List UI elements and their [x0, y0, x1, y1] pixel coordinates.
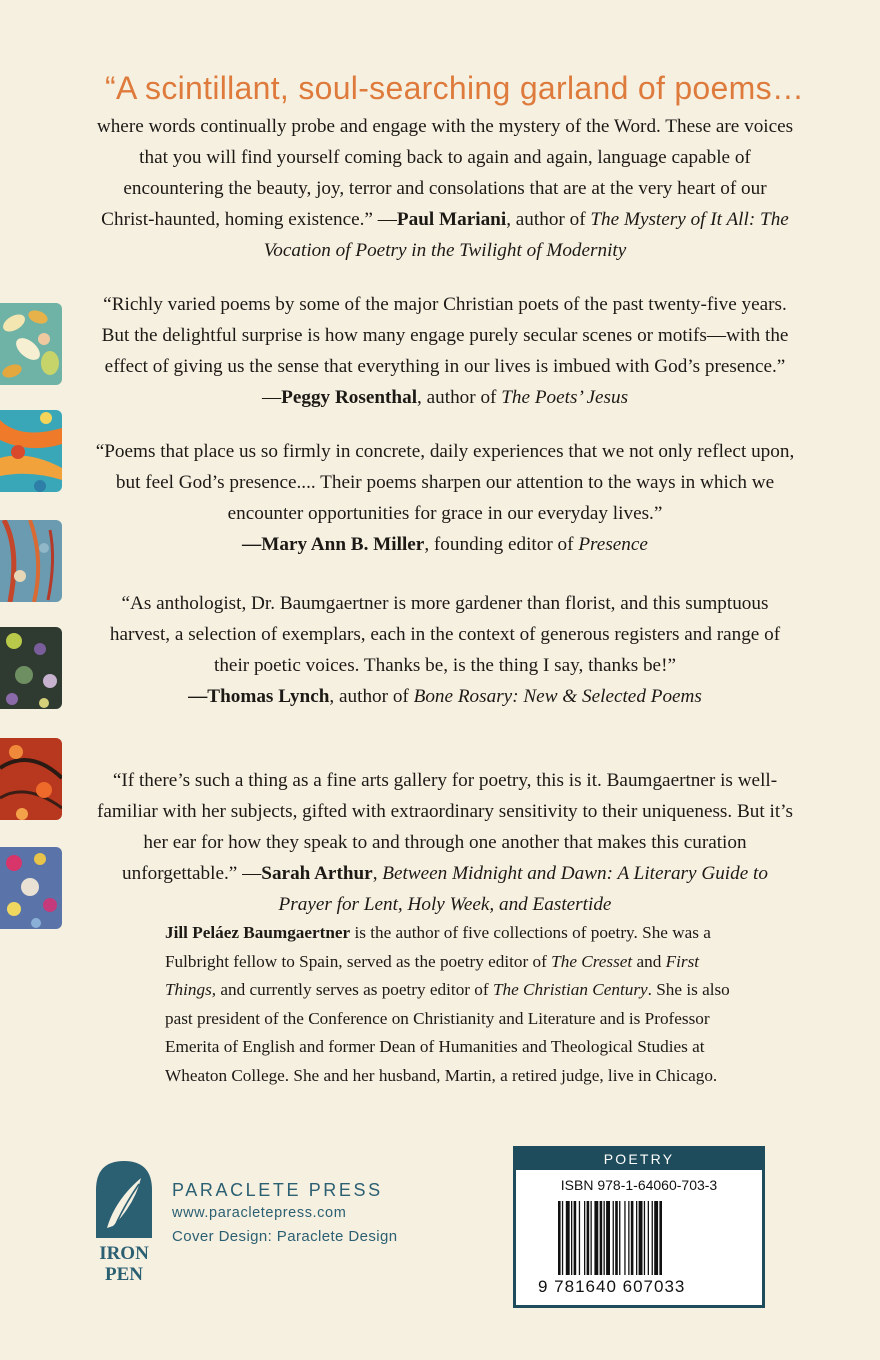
iron-pen-logo	[95, 1160, 153, 1284]
barcode-bar	[558, 1201, 561, 1275]
barcode-bar	[613, 1201, 614, 1275]
quote-book-title: Between Midnight and Dawn: A Literary Guide to Prayer for Lent, Holy Week, and Eastertide	[278, 863, 768, 915]
quote-text: “If there’s such a thing as a fine arts gallery for poetry, this is it. Baumgaertner is well-familiar with her subjects, gifted with extraordinary sensitivity to their uniqueness. But it’s her ear for how they speak to and through one another that makes this curation unforgettable.” —	[97, 770, 793, 884]
barcode-bar	[652, 1201, 653, 1275]
art-swatch-6	[0, 847, 62, 929]
quote-affiliation: , author of	[506, 209, 591, 230]
quote-affiliation: , founding editor of	[424, 534, 579, 555]
barcode-bar	[628, 1201, 629, 1275]
category-label: POETRY	[516, 1149, 762, 1170]
barcode-bar	[636, 1201, 637, 1275]
quote-book-title: The Mystery of It All: The Vocation of Poetry in the Twilight of Modernity	[263, 209, 789, 261]
quote-affiliation: ,	[372, 863, 383, 884]
quote-author: —Thomas Lynch	[188, 686, 330, 707]
bio-title: The Cresset	[551, 951, 633, 971]
barcode-bar	[574, 1201, 577, 1275]
publisher-name: PARACLETE PRESS	[172, 1180, 383, 1200]
isbn-text: ISBN 978-1-64060-703-3	[560, 1177, 718, 1193]
quote-text: “Poems that place us so firmly in concrete, daily experiences that we not only reflect upon, but feel God’s presence.... Their poems sharpen our attention to the ways in which we encounter opportunities for grace in our everyday lives.”	[95, 441, 795, 524]
quote-author: Peggy Rosenthal	[281, 387, 418, 408]
barcode-bar	[606, 1201, 610, 1275]
barcode-bar	[571, 1201, 572, 1275]
bio-text: . She is also past president of the Conference on Christianity and Literature and is Professor Emerita of English and former Dean of Humanities and Theological Studies at Wheaton College. She and her husband, Martin, a retired judge, live in Chicago.	[165, 980, 730, 1085]
quote-affiliation: , author of	[417, 387, 502, 408]
barcode-number: 9 781640 607033	[538, 1277, 686, 1296]
art-swatch-2	[0, 410, 62, 492]
quote-book-title: The Poets’ Jesus	[501, 387, 629, 408]
barcode-bar	[591, 1201, 592, 1275]
quote-text: where words continually probe and engage with the mystery of the Word. These are voices that you will find yourself coming back to again and again, language capable of encountering the beauty, joy, terror and consolations that are at the very heart of our Christ-haunted, homing existence.” —	[96, 116, 794, 230]
endorsement-lynch	[95, 588, 795, 712]
publisher-block	[172, 1180, 397, 1245]
bio-text: and currently serves as poetry editor of	[216, 980, 493, 1000]
barcode-bar	[587, 1201, 590, 1275]
quote-text: “As anthologist, Dr. Baumgaertner is more gardener than florist, and this sumptuous harvest, a selection of exemplars, each in the context of generous registers and range of their poetic voices. Thanks be, is the thing I say, thanks be!”	[109, 593, 781, 676]
barcode-bar	[615, 1201, 618, 1275]
barcode-bar	[594, 1201, 598, 1275]
quote-text: “Richly varied poems by some of the major Christian poets of the past twenty-five years. But the delightful surprise is how many engage purely secular scenes or motifs—with the effect of giving us the sense that everything in our lives is imbued with God’s presence.” —	[101, 294, 789, 408]
endorsement-arthur	[95, 765, 795, 920]
barcode-bar	[600, 1201, 603, 1275]
art-swatch-1	[0, 303, 62, 385]
art-swatch-3	[0, 520, 62, 602]
barcode-bar	[659, 1201, 662, 1275]
barcode-bar	[566, 1201, 570, 1275]
barcode-bar	[619, 1201, 620, 1275]
bio-title: The Christian Century	[492, 980, 648, 1000]
barcode-bar	[584, 1201, 585, 1275]
bio-text: and	[632, 951, 666, 971]
barcode-bar	[562, 1201, 563, 1275]
bio-title: First Things,	[165, 951, 700, 1000]
barcode-bar	[644, 1201, 645, 1275]
logo-line-1: IRON	[99, 1243, 149, 1264]
endorsement-miller	[95, 436, 795, 560]
barcode-bars	[558, 1201, 728, 1275]
author-bio	[165, 919, 735, 1091]
quote-author: Paul Mariani	[396, 209, 507, 230]
art-swatch-5	[0, 738, 62, 820]
bio-author-name: Jill Peláez Baumgaertner	[165, 923, 351, 942]
barcode-bar	[654, 1201, 658, 1275]
headline-quote: “A scintillant, soul-searching garland of poems…	[105, 70, 805, 106]
publisher-url[interactable]: www.paracletepress.com	[172, 1205, 347, 1221]
quote-author: —Mary Ann B. Miller	[242, 534, 425, 555]
bio-text: is the author of five collections of poetry. She was a Fulbright fellow to Spain, served as the poetry editor of	[165, 923, 711, 971]
barcode-bar	[624, 1201, 625, 1275]
barcode-bar	[579, 1201, 580, 1275]
quote-book-title: Bone Rosary: New & Selected Poems	[413, 686, 702, 707]
quote-affiliation: , author of	[329, 686, 414, 707]
barcode-bar	[604, 1201, 605, 1275]
art-swatch-4	[0, 627, 62, 709]
barcode-bar	[631, 1201, 634, 1275]
quote-book-title: Presence	[578, 534, 648, 555]
barcode-bar	[639, 1201, 643, 1275]
endorsement-mariani	[95, 111, 795, 266]
cover-design-credit: Cover Design: Paraclete Design	[172, 1228, 398, 1245]
endorsement-rosenthal	[95, 289, 795, 413]
logo-line-2: PEN	[105, 1264, 143, 1284]
barcode-bar	[648, 1201, 649, 1275]
barcode-box	[513, 1146, 765, 1308]
quote-author: Sarah Arthur	[261, 863, 373, 884]
